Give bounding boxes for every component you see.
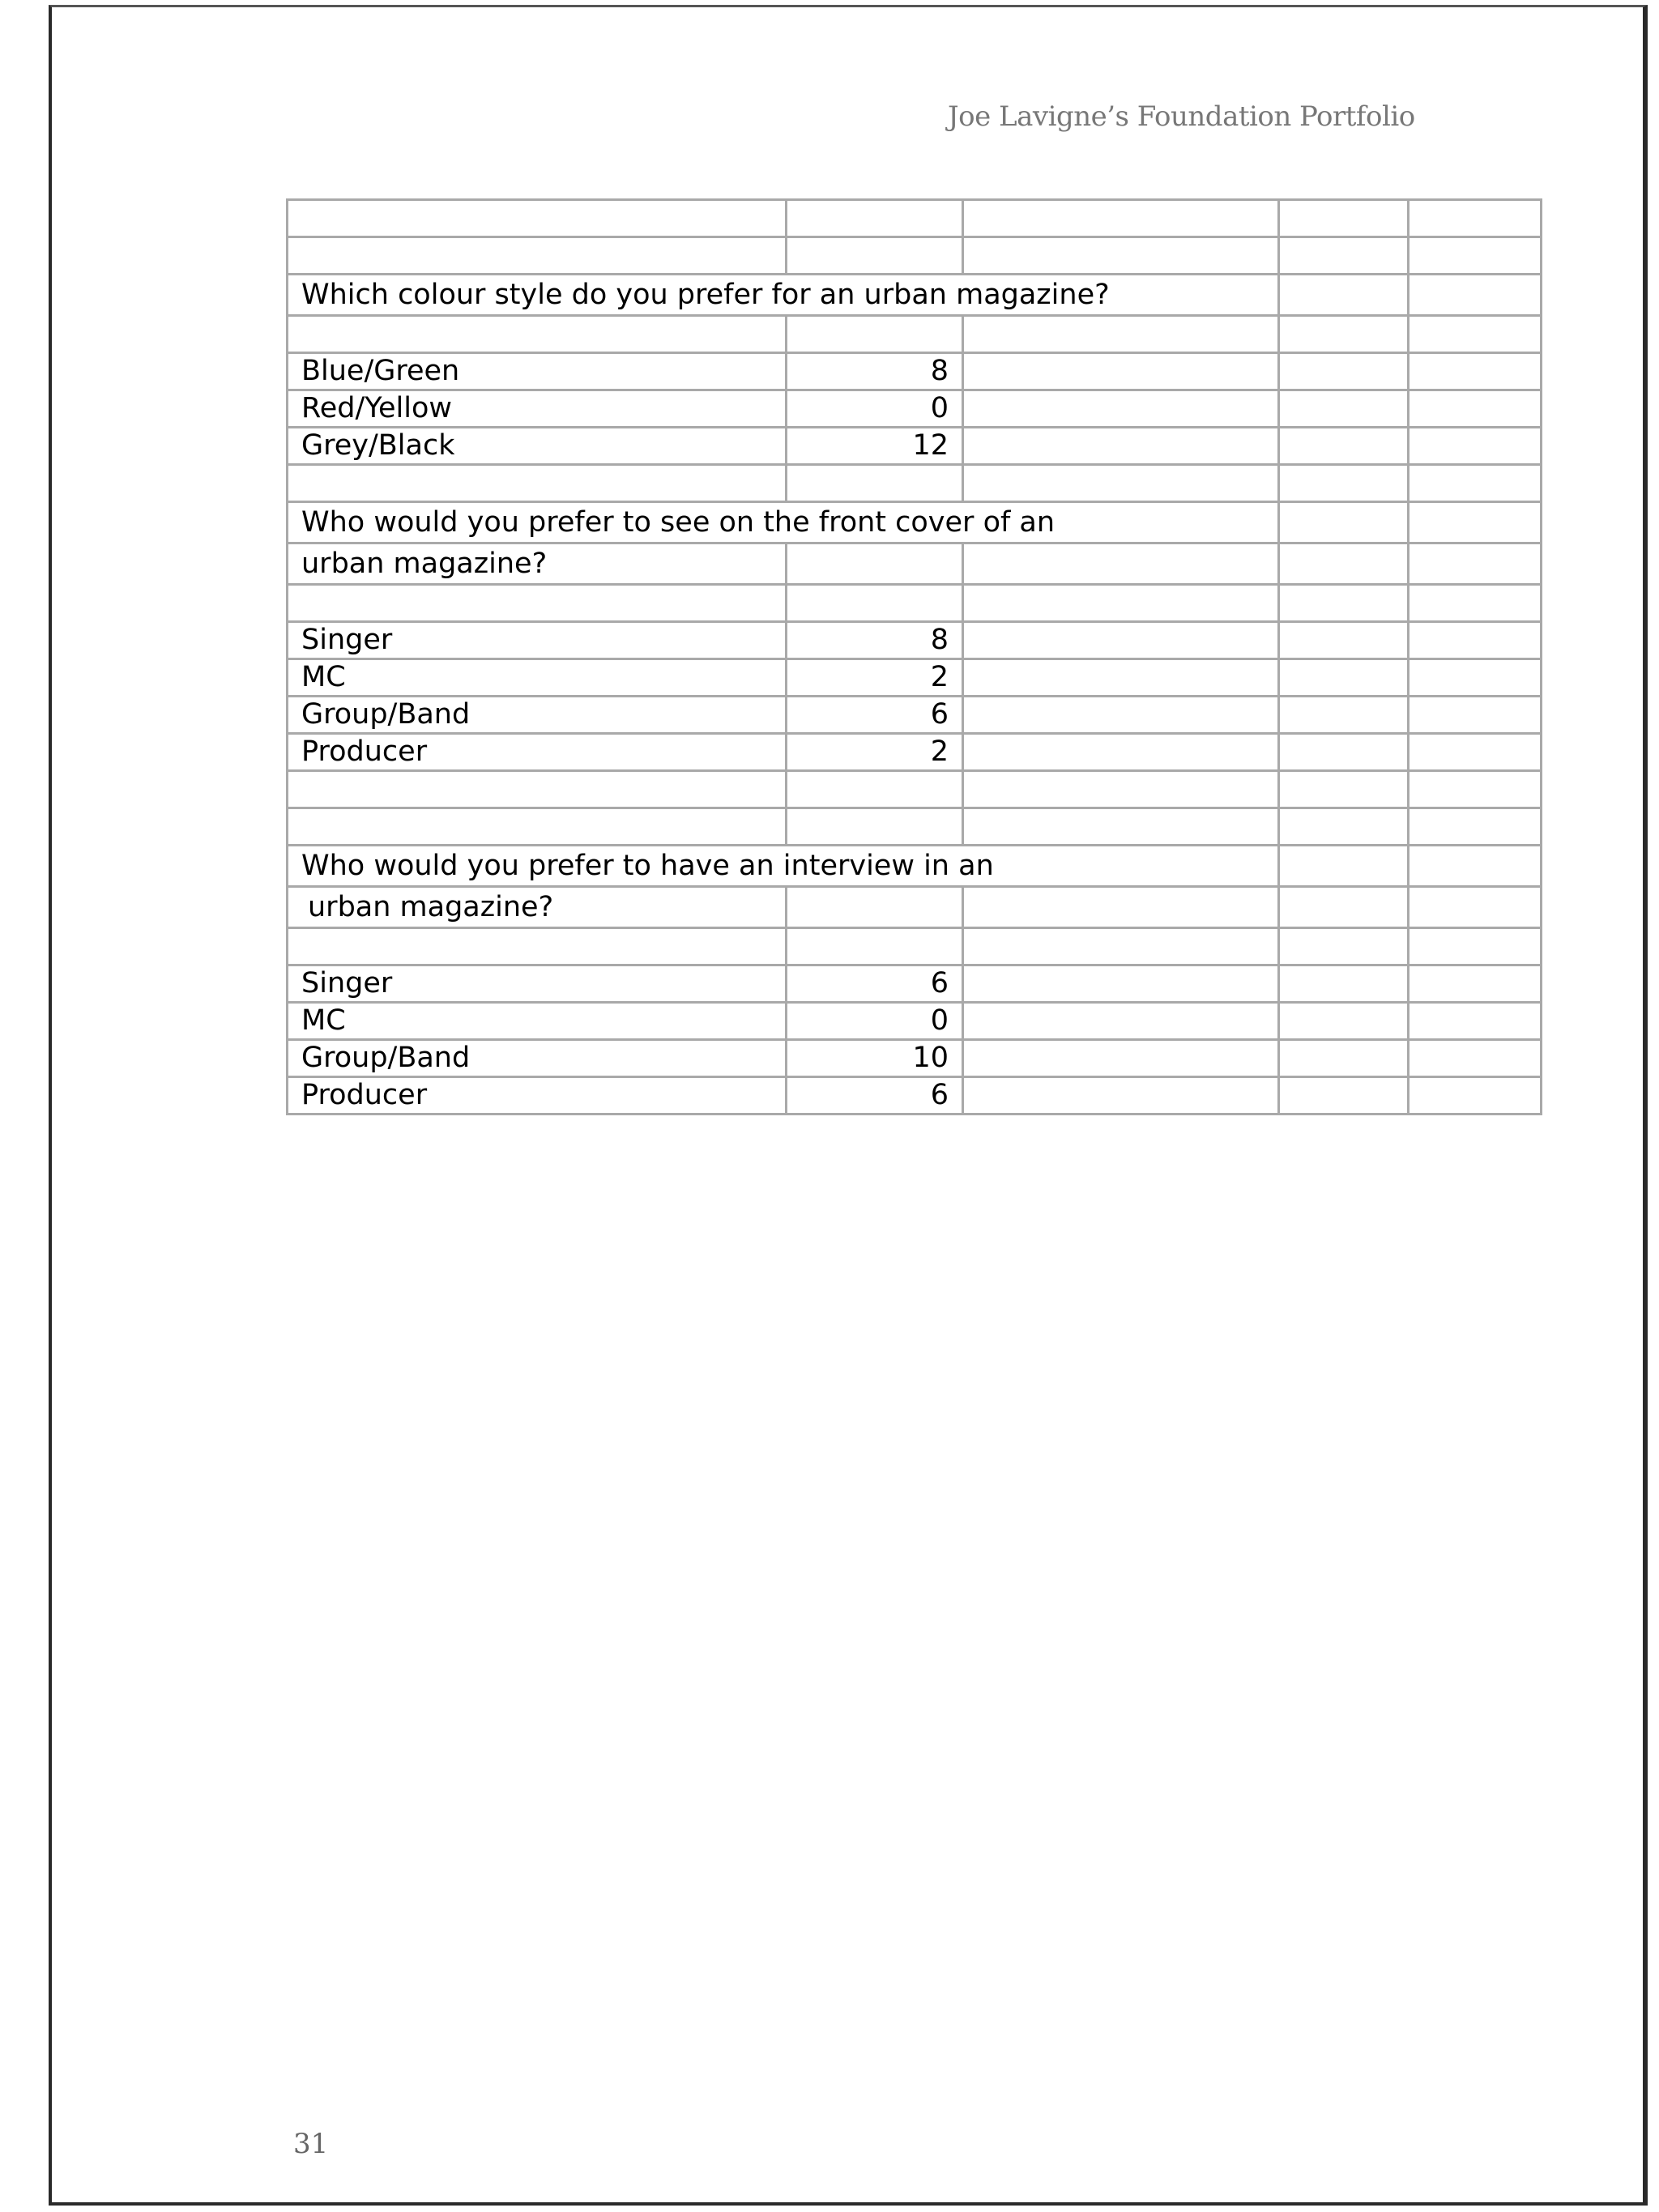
table-row — [288, 502, 1542, 543]
row-label[interactable]: MC — [288, 1003, 787, 1040]
table-row — [288, 200, 1542, 237]
cover-question-line2[interactable]: urban magazine? — [288, 543, 787, 585]
table-row — [288, 846, 1542, 887]
row-value[interactable]: 6 — [787, 965, 963, 1003]
table-row — [288, 275, 1542, 316]
row-value[interactable]: 6 — [787, 697, 963, 734]
row-label[interactable]: Singer — [288, 622, 787, 659]
row-value[interactable]: 2 — [787, 659, 963, 697]
table-row — [288, 237, 1542, 275]
table-row — [288, 543, 1542, 585]
row-value[interactable]: 12 — [787, 428, 963, 465]
interview-question-line2[interactable]: urban magazine? — [288, 887, 787, 928]
table-row — [288, 585, 1542, 622]
row-label[interactable]: Group/Band — [288, 697, 787, 734]
row-value[interactable]: 6 — [787, 1077, 963, 1115]
table-row — [288, 353, 1542, 390]
row-label[interactable]: MC — [288, 659, 787, 697]
interview-question-line1[interactable]: Who would you prefer to have an interview in an — [288, 846, 1279, 887]
table-row — [288, 1077, 1542, 1115]
table-row — [288, 390, 1542, 428]
row-label[interactable]: Group/Band — [288, 1040, 787, 1077]
colour-question[interactable]: Which colour style do you prefer for an urban magazine? — [288, 275, 1279, 316]
survey-table — [286, 198, 1542, 1115]
row-label[interactable]: Producer — [288, 1077, 787, 1115]
page-number: 31 — [293, 2128, 329, 2160]
row-value[interactable]: 2 — [787, 734, 963, 771]
table-row — [288, 1040, 1542, 1077]
table-row — [288, 771, 1542, 808]
row-value[interactable]: 10 — [787, 1040, 963, 1077]
table-row — [288, 1003, 1542, 1040]
row-value[interactable]: 8 — [787, 622, 963, 659]
row-value[interactable]: 8 — [787, 353, 963, 390]
row-label[interactable]: Grey/Black — [288, 428, 787, 465]
table-row — [288, 428, 1542, 465]
cover-question-line1[interactable]: Who would you prefer to see on the front cover of an — [288, 502, 1279, 543]
row-label[interactable]: Singer — [288, 965, 787, 1003]
table-row — [288, 734, 1542, 771]
row-value[interactable]: 0 — [787, 1003, 963, 1040]
row-label[interactable]: Producer — [288, 734, 787, 771]
table-row — [288, 697, 1542, 734]
row-label[interactable]: Red/Yellow — [288, 390, 787, 428]
table-row — [288, 965, 1542, 1003]
table-row — [288, 887, 1542, 928]
table-row — [288, 808, 1542, 846]
table-row — [288, 928, 1542, 965]
row-label[interactable]: Blue/Green — [288, 353, 787, 390]
row-value[interactable]: 0 — [787, 390, 963, 428]
page-header: Joe Lavigne’s Foundation Portfolio — [948, 100, 1415, 133]
table-row — [288, 316, 1542, 353]
table-row — [288, 659, 1542, 697]
table-row — [288, 465, 1542, 502]
table-row — [288, 622, 1542, 659]
